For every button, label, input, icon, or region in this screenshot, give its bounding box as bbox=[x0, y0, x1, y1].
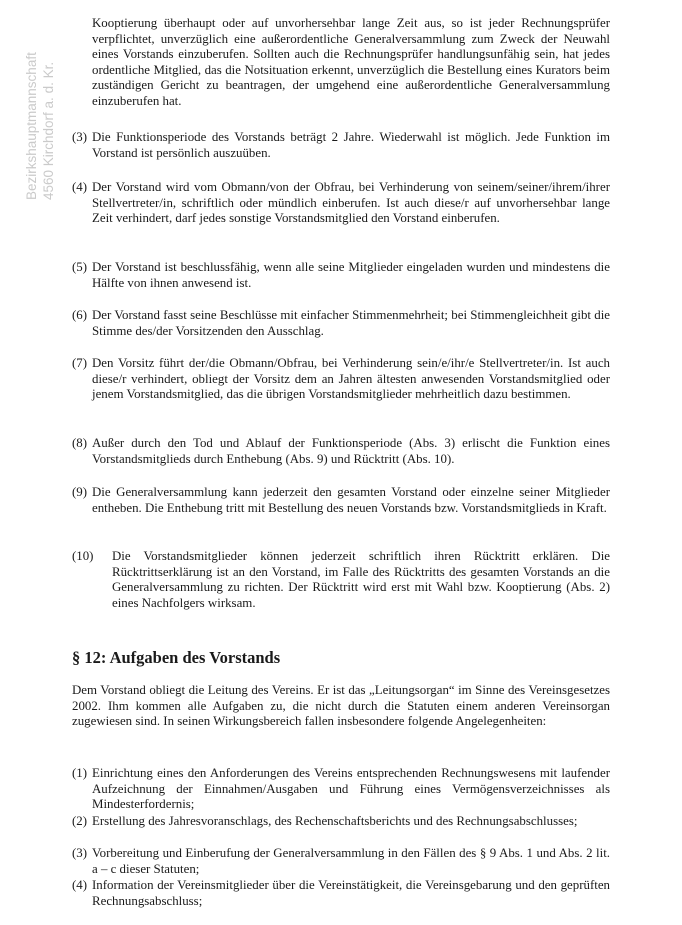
item-number: (2) bbox=[72, 814, 88, 828]
list-item bbox=[72, 436, 610, 467]
item-text: Vorbereitung und Einberufung der Generalversammlung in den Fällen des § 9 Abs. 1 und Abs. 2 lit. a – c dieser Statuten; bbox=[92, 846, 610, 876]
list-item bbox=[72, 308, 610, 339]
item-text: Die Generalversammlung kann jederzeit den gesamten Vorstand oder einzelne seiner Mitglieder entheben. Die Enthebung tritt mit Bestellung des neuen Vorstands bzw. Vorstandsmitglieds in Kraft. bbox=[92, 485, 610, 515]
stamp-line-2: 4560 Kirchdorf a. d. Kr. bbox=[41, 61, 56, 200]
item-number: (3) bbox=[72, 130, 88, 144]
item-text: Außer durch den Tod und Ablauf der Funktionsperiode (Abs. 3) erlischt die Funktion eines Vorstandsmitglieds durch Enthebung (Abs. 9) und Rücktritt (Abs. 10). bbox=[92, 436, 610, 466]
item-number: (7) bbox=[72, 356, 88, 370]
item-text: Einrichtung eines den Anforderungen des Vereins entsprechenden Rechnungswesens mit laufender Aufzeichnung der Einnahmen/Ausgaben und Führung eines Vermögensverzeichnisses als Mindesterfordernis; bbox=[92, 766, 610, 812]
item-number: (1) bbox=[72, 766, 88, 780]
item-number: (3) bbox=[72, 846, 88, 860]
item-text: Die Funktionsperiode des Vorstands beträgt 2 Jahre. Wiederwahl ist möglich. Jede Funktion im Vorstand ist persönlich auszuüben. bbox=[92, 130, 610, 160]
list-item bbox=[72, 130, 610, 161]
item-text: Information der Vereinsmitglieder über die Vereinstätigkeit, die Vereinsgebarung und den geprüften Rechnungsabschluss; bbox=[92, 878, 610, 908]
section-intro: Dem Vorstand obliegt die Leitung des Vereins. Er ist das „Leitungsorgan“ im Sinne des Vereinsgesetzes 2002. Ihm kommen alle Aufgaben zu, die nicht durch die Statuten einem anderen Vereinsorgan zugewiesen sind. In seinen Wirkungsbereich fallen insbesondere folgende Angelegenheiten: bbox=[72, 683, 610, 729]
item-text: Den Vorsitz führt der/die Obmann/Obfrau, bei Verhinderung sein/e/ihr/e Stellvertreter/in. Ist auch diese/r verhindert, obliegt der Vorsitz dem an Jahren ältesten anwesenden Vorstandsmitglied oder jenem Vorstandsmitglied, das die übrigen Vorstandsmitglieder mehrheitlich dazu bestimmen. bbox=[92, 356, 610, 402]
item-text: Der Vorstand ist beschlussfähig, wenn alle seine Mitglieder eingeladen wurden und mindestens die Hälfte von ihnen anwesend ist. bbox=[92, 260, 610, 290]
item-number: (4) bbox=[72, 180, 88, 194]
item-text: Erstellung des Jahresvoranschlags, des Rechenschaftsberichts und des Rechnungsabschlusses; bbox=[92, 814, 578, 828]
item-number: (10) bbox=[72, 549, 94, 563]
paragraph-continuation: Kooptierung überhaupt oder auf unvorhersehbar lange Zeit aus, so ist jeder Rechnungsprüfer verpflichtet, unverzüglich eine außerordentliche Generalversammlung zum Zweck der Neuwahl eines Vorstands einzuberufen. Sollten auch die Rechnungsprüfer handlungsunfähig sein, hat jedes ordentliche Mitglied, das die Notsituation erkennt, unverzüglich die Bestellung eines Kurators beim zuständigen Gericht zu beantragen, der umgehend eine außerordentliche Generalversammlung einzuberufen hat. bbox=[92, 16, 610, 108]
section-heading: § 12: Aufgaben des Vorstands bbox=[72, 648, 281, 667]
item-text: Der Vorstand wird vom Obmann/von der Obfrau, bei Verhinderung von seinem/seiner/ihrem/ihrer Stellvertreter/in, schriftlich oder mündlich einberufen. Ist auch diese/r auf unvorhersehbar lange Zeit verhindert, darf jedes sonstige Vorstandsmitglied den Vorstand einberufen. bbox=[92, 180, 610, 226]
list-item bbox=[72, 846, 610, 877]
list-item bbox=[72, 260, 610, 291]
list-item bbox=[72, 766, 610, 813]
list-item bbox=[72, 878, 610, 909]
item-number: (5) bbox=[72, 260, 88, 274]
item-number: (9) bbox=[72, 485, 88, 499]
item-text: Die Vorstandsmitglieder können jederzeit schriftlich ihren Rücktritt erklären. Die Rücktrittserklärung ist an den Vorstand, im Falle des Rücktritts des gesamten Vorstands an die Generalversammlung zu richten. Der Rücktritt wird erst mit Wahl bzw. Kooptierung (Abs. 2) eines Nachfolgers wirksam. bbox=[112, 549, 610, 610]
list-item bbox=[72, 180, 610, 227]
list-item bbox=[72, 485, 610, 516]
stamp-line-1: Bezirkshauptmannschaft bbox=[24, 52, 39, 200]
item-number: (8) bbox=[72, 436, 88, 450]
list-item bbox=[72, 549, 610, 611]
item-number: (4) bbox=[72, 878, 88, 892]
list-item bbox=[72, 356, 610, 403]
list-item bbox=[72, 814, 610, 830]
stamp-watermark bbox=[22, 30, 62, 200]
item-text: Der Vorstand fasst seine Beschlüsse mit einfacher Stimmenmehrheit; bei Stimmengleichheit gibt die Stimme des/der Vorsitzenden den Ausschlag. bbox=[92, 308, 610, 338]
item-number: (6) bbox=[72, 308, 88, 322]
